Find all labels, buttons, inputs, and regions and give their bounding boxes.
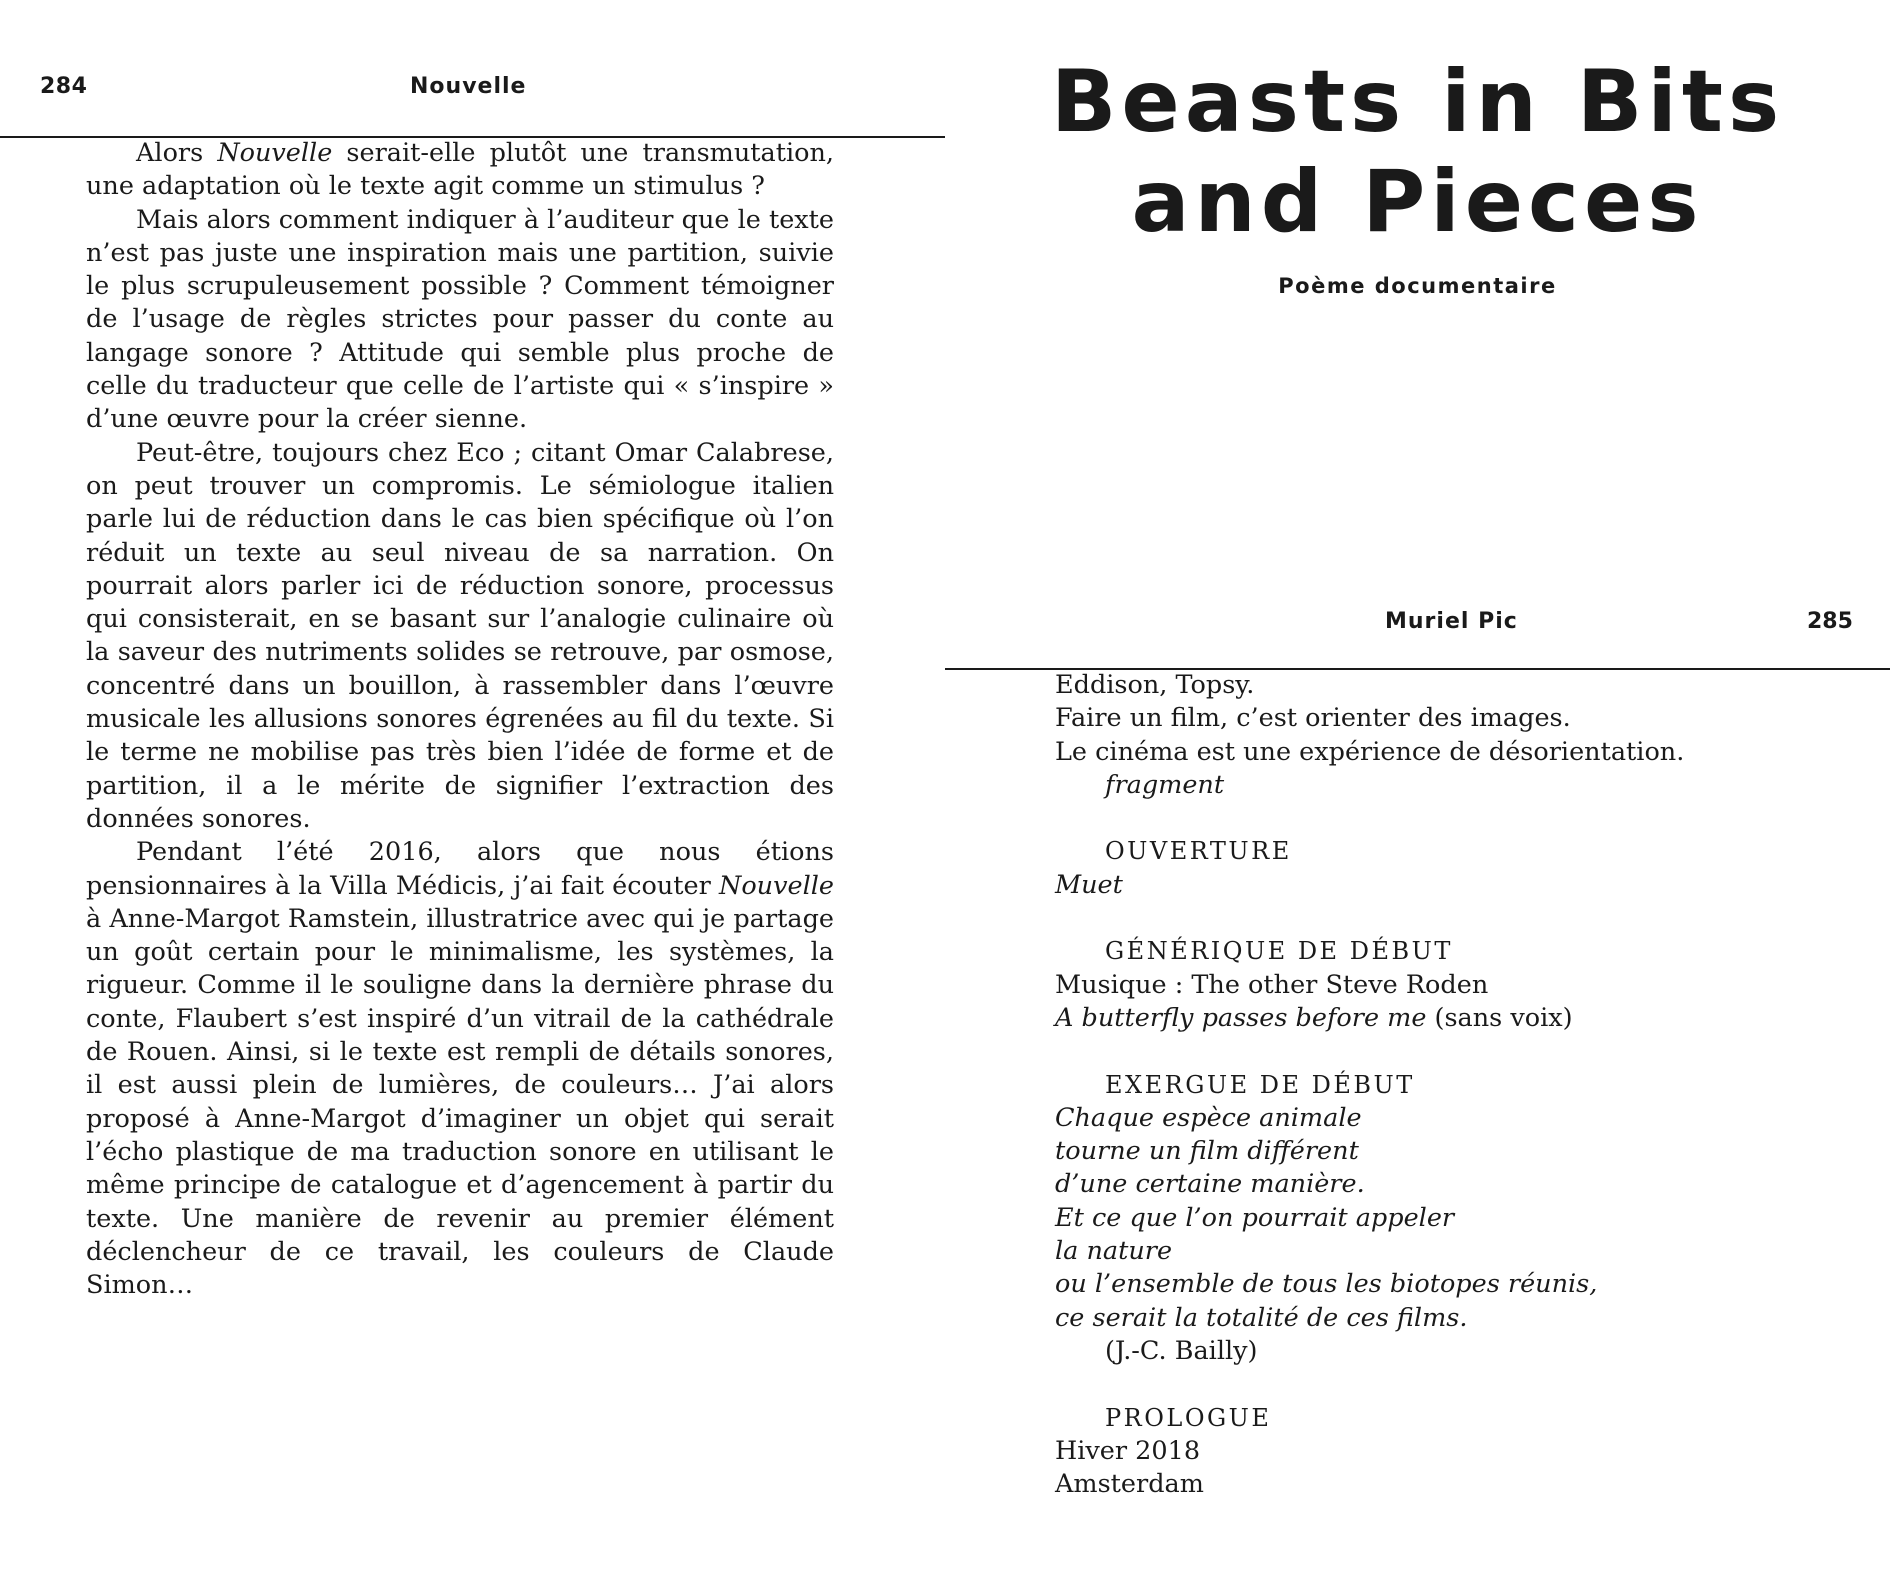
paragraph bbox=[86, 836, 834, 1302]
poem-line: Eddison, Topsy. bbox=[1055, 670, 1255, 700]
poem-line: Muet bbox=[1055, 869, 1123, 900]
poem-line: d’une certaine manière. bbox=[1055, 1169, 1365, 1200]
text-run: serait-elle plutôt une transmutation, une adaptation où le texte agit comme un stimulus ? bbox=[86, 138, 834, 202]
running-head: Nouvelle bbox=[410, 74, 527, 99]
poem-line: Amsterdam bbox=[1055, 1469, 1204, 1500]
italic-text: A butterfly passes before me bbox=[1055, 1002, 1427, 1033]
stanza-gap bbox=[1055, 802, 1855, 835]
section-heading: PROLOGUE bbox=[1105, 1403, 1272, 1432]
poem-line: ou l’ensemble de tous les biotopes réunis, bbox=[1055, 1269, 1598, 1300]
chapter-title-line-2: and Pieces bbox=[1131, 152, 1704, 252]
poem-line: Le cinéma est une expérience de désorientation. bbox=[1055, 736, 1685, 767]
text-run: Peut-être, toujours chez Eco ; citant Omar Calabrese, on peut trouver un compromis. Le sémiologue italien parle lui de réduction dans le cas bien spécifique où l’on réduit un texte au seul niveau de sa narration. On pourrait alors parler ici de réduction sonore, processus qui consisterait, en se basant sur l’analogie culinaire où la saveur des nutriments solides se retrouve, par osmose, concentré dans un bouillon, à rassembler dans l’œuvre musicale les allusions sonores égrenées au fil du texte. Si le terme ne mobilise pas très bien l’idée de forme et de partition, il a le mérite de signifier l’extraction des données sonores. bbox=[86, 437, 834, 834]
paragraph bbox=[86, 437, 834, 837]
left-body-text bbox=[86, 137, 834, 1302]
poem-line: Hiver 2018 bbox=[1055, 1435, 1201, 1466]
poem-line: tourne un film différent bbox=[1055, 1136, 1359, 1167]
text-run: à Anne-Margot Ramstein, illustratrice avec qui je partage un goût certain pour le minimalisme, les systèmes, la rigueur. Comme il le souligne dans la dernière phrase du conte, Flaubert s’est inspiré d’un vitrail de la cathédrale de Rouen. Ainsi, si le texte est rempli de détails sonores, il est aussi plein de lumières, de couleurs… J’ai alors proposé à Anne-Margot d’imaginer un objet qui serait l’écho plastique de ma traduction sonore en utilisant le même principe de catalogue et d’agencement à partir du texte. Une manière de revenir au premier élément déclencheur de ce travail, les couleurs de Claude Simon… bbox=[86, 903, 834, 1301]
italic-text: Nouvelle bbox=[719, 870, 834, 901]
right-page-header bbox=[945, 560, 1890, 670]
poem-line: ce serait la totalité de ces films. bbox=[1055, 1302, 1468, 1333]
poem-line bbox=[1055, 1002, 1855, 1035]
paragraph bbox=[86, 204, 834, 437]
page-number-left: 284 bbox=[40, 74, 88, 99]
italic-text: Nouvelle bbox=[217, 138, 333, 168]
page-number-right: 285 bbox=[1807, 609, 1853, 634]
section-heading: EXERGUE DE DÉBUT bbox=[1105, 1070, 1415, 1099]
poem-line: Et ce que l’on pourrait appeler bbox=[1055, 1202, 1455, 1233]
section-heading: GÉNÉRIQUE DE DÉBUT bbox=[1105, 937, 1453, 966]
poem-line: Faire un film, c’est orienter des images. bbox=[1055, 703, 1571, 734]
poem-line: Chaque espèce animale bbox=[1055, 1102, 1362, 1133]
text-run: (sans voix) bbox=[1426, 1002, 1573, 1033]
text-run: Pendant l’été 2016, alors que nous étions pensionnaires à la Villa Médicis, j’ai fait écouter bbox=[86, 837, 834, 901]
chapter-title-line-1: Beasts in Bits bbox=[1050, 52, 1785, 152]
chapter-subtitle: Poème documentaire bbox=[1278, 274, 1557, 298]
stanza-gap bbox=[1055, 902, 1855, 935]
stanza-gap bbox=[1055, 1035, 1855, 1068]
poem-line: fragment bbox=[1105, 769, 1225, 800]
poem-line: Musique : The other Steve Roden bbox=[1055, 969, 1489, 1000]
author-name: Muriel Pic bbox=[1385, 609, 1518, 634]
right-page bbox=[945, 0, 1890, 1575]
stanza-gap bbox=[1055, 1368, 1855, 1401]
left-page-header bbox=[0, 0, 945, 138]
poem-line: la nature bbox=[1055, 1236, 1173, 1267]
section-heading: OUVERTURE bbox=[1105, 837, 1292, 866]
paragraph bbox=[86, 137, 834, 204]
poem-text bbox=[1055, 669, 1855, 1501]
poem-line: (J.-C. Bailly) bbox=[1105, 1335, 1258, 1366]
text-run: Mais alors comment indiquer à l’auditeur que le texte n’est pas juste une inspiration mais une partition, suivie le plus scrupuleusement possible ? Comment témoigner de l’usage de règles strictes pour passer du conte au langage sonore ? Attitude qui semble plus proche de celle du traducteur que celle de l’artiste qui « s’inspire » d’une œuvre pour la créer sienne. bbox=[86, 204, 834, 435]
text-run: Alors bbox=[136, 138, 218, 168]
chapter-title bbox=[945, 52, 1890, 252]
